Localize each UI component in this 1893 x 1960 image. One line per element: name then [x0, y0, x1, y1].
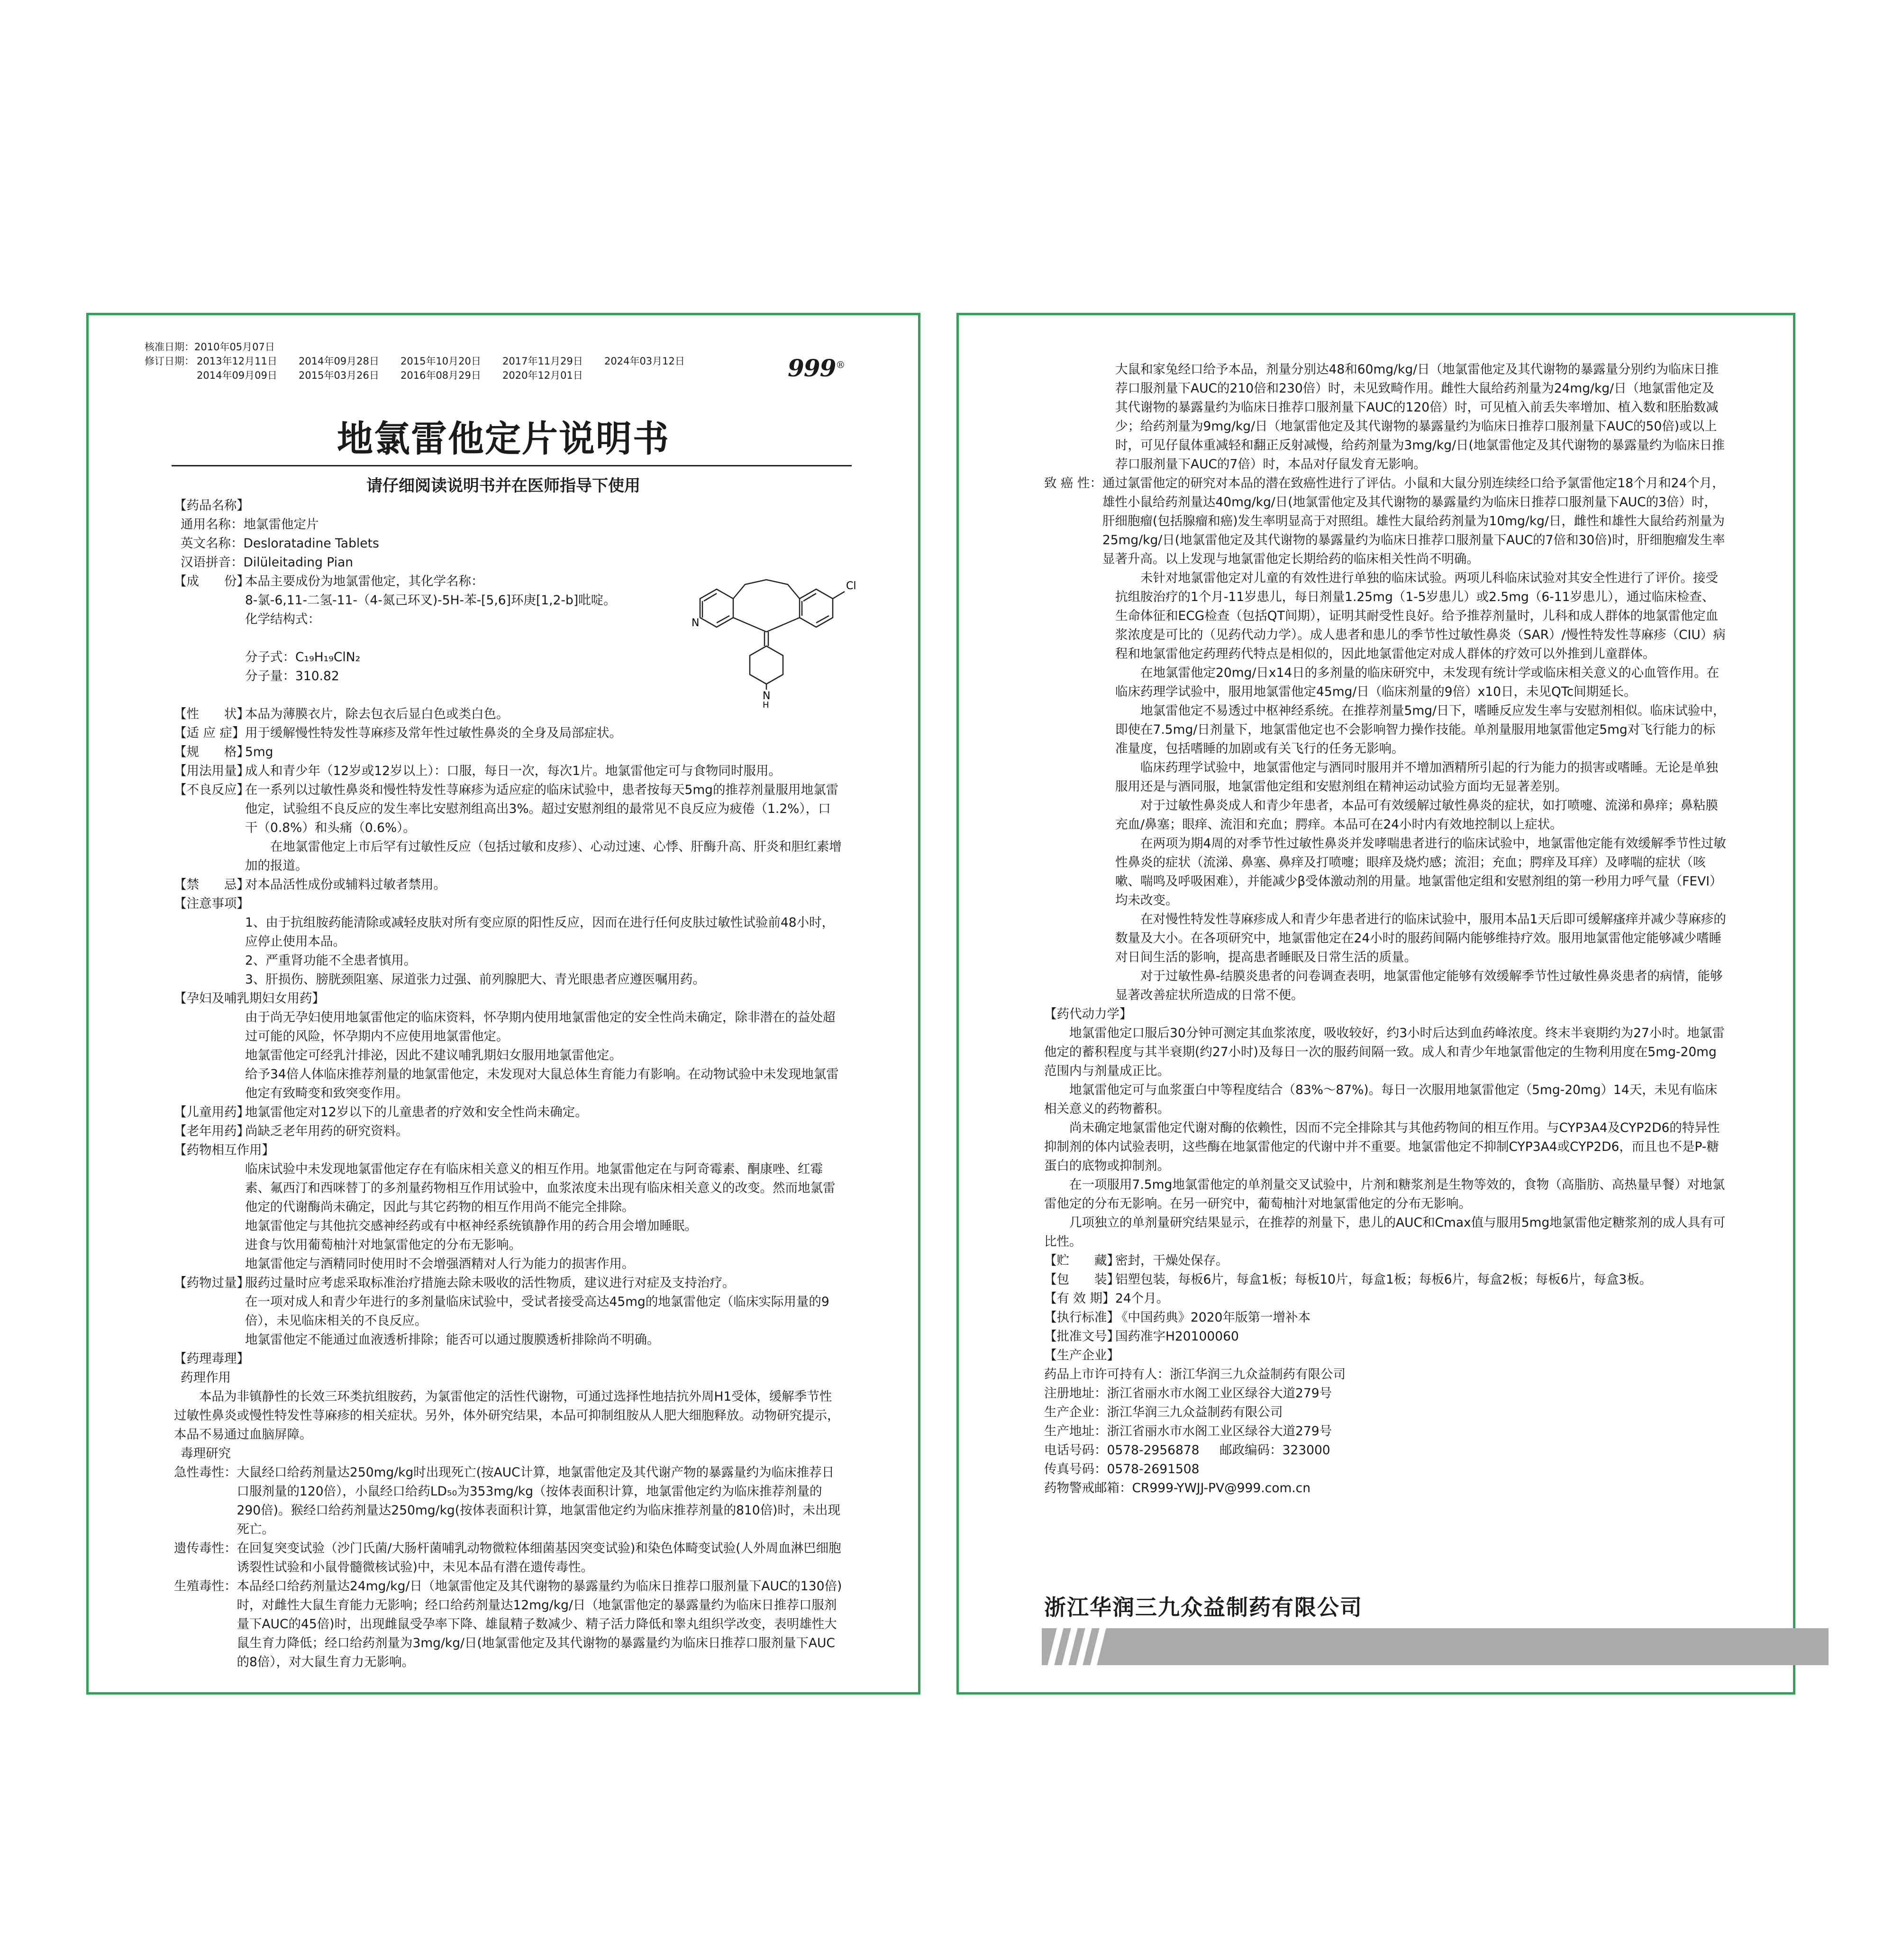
paragraph: 大鼠和家兔经口给予本品，剂量分别达48和60mg/kg/日（地氯雷他定及其代谢物的暴露量分别约为临床日推荐口服剂量下AUC的210倍和230倍）时，未见致畸作用。雌性大鼠给药剂量为24mg/kg/日（地氯雷他定及其代谢物的暴露量约为临床日推荐口服剂量下AUC的120倍）时，可见植入前丢失率增加、植入数和胚胎数减少；给药剂量为9mg/kg/日（地氯雷他定及其代谢物的暴露量约为临床日推荐口服剂量下AUC的50倍)或以上时，可见仔鼠体重减轻和翻正反射减慢，给药剂量为3mg/kg/日(地氯雷他定及其代谢物的暴露量约为临床日推荐口服剂量下AUC的7倍）时，本品对仔鼠发育无影响。 — [1115, 362, 1725, 472]
sub-header: 药理作用 — [181, 1370, 231, 1385]
field-key: 【儿童用药】 — [174, 1105, 249, 1120]
molecular-formula: 分子式：C₁₉H₁₉ClN₂ — [245, 650, 361, 665]
postcode: 邮政编码：323000 — [1220, 1443, 1330, 1458]
composition-line: 本品主要成份为地氯雷他定，其化学名称： — [245, 574, 484, 589]
paragraph: 在对慢性特发性荨麻疹成人和青少年患者进行的临床试验中，服用本品1天后即可缓解瘙痒并减少荨麻疹的数量及大小。在各项研究中，地氯雷他定在24小时的服药间隔内能够维持疗效。服用地氯雷他定能够减少嗜睡对日间生活的影响，提高患者睡眠及日常生活的质量。 — [1115, 912, 1726, 965]
field-value: 用于缓解慢性特发性荨麻疹及常年性过敏性鼻炎的全身及局部症状。 — [245, 726, 622, 740]
clinical-text — [1044, 569, 1727, 1005]
paragraph: 地氯雷他定不能通过血液透析排除；能否可以通过腹膜透析排除尚不明确。 — [245, 1332, 660, 1347]
field-key: 【包 装】 — [1044, 1272, 1119, 1287]
manufacturer-line: 生产企业：浙江华润三九众益制药有限公司 — [1044, 1405, 1283, 1420]
field-value: 国药准字H20100060 — [1115, 1329, 1239, 1344]
chemical-structure — [681, 565, 861, 708]
paragraph: 在地氯雷他定上市后罕有过敏性反应（包括过敏和皮疹）、心动过速、心悸、肝酶升高、肝炎和胆红素增加的报道。 — [245, 839, 842, 873]
field-value: 通过氯雷他定的研究对本品的潜在致癌性进行了评估。小鼠和大鼠分别连续经口给予氯雷他定18个月和24个月，雄性小鼠给药剂量达40mg/kg/日(地氯雷他定及其代谢物的暴露量约为临床日推荐口服剂量下AUC的3倍）时，肝细胞瘤(包括腺瘤和癌)发生率明显高于对照组。雄性大鼠给药剂量为10mg/kg/日，雌性和雄性大鼠给药剂量为25mg/kg/日(地氯雷他定及其代谢物的暴露量约为临床日推荐口服剂量下AUC的7倍和30倍)时，肝细胞瘤发生率显著升高。以上发现与地氯雷他定长期给药的临床相关性尚不明确。 — [1102, 476, 1725, 566]
pregnancy-text — [174, 1008, 842, 1103]
paragraph: 地氯雷他定可经乳汁排泌，因此不建议哺乳期妇女服用地氯雷他定。 — [245, 1048, 622, 1063]
contact-row — [1044, 1441, 1727, 1460]
field-key: 【老年用药】 — [174, 1124, 249, 1139]
field-key: 【规 格】 — [174, 745, 249, 759]
tox-row — [174, 1539, 842, 1577]
paragraph: 在一系列以过敏性鼻炎和慢性特发性荨麻疹为适应症的临床试验中，患者按每天5mg的推荐剂量服用地氯雷他定，试验组不良反应的发生率比安慰剂组高出3%。超过安慰剂组的最常见不良反应为疲倦（1.2%），口干（0.8%）和头痛（0.6%）。 — [245, 783, 838, 835]
left-page — [86, 313, 920, 1695]
band-stripe — [1090, 1628, 1106, 1665]
field-key: 【适 应 症】 — [174, 726, 245, 740]
carcino-row — [1044, 474, 1727, 569]
section-header: 【药品名称】 — [174, 498, 249, 513]
field-row — [1044, 1327, 1727, 1346]
revision-date: 2014年09月28日 — [299, 356, 379, 367]
section-header: 【药理毒理】 — [174, 1351, 249, 1366]
right-content — [1044, 360, 1727, 1498]
revision-date: 2014年09月09日 — [197, 370, 277, 381]
field-key: 【禁 忌】 — [174, 877, 249, 892]
phone-number: 电话号码：0578-2956878 — [1044, 1443, 1200, 1458]
paragraph: 在地氯雷他定20mg/日x14日的多剂量的临床研究中，未发现有统计学或临床相关意义的心血管作用。在临床药理学试验中，服用地氯雷他定45mg/日（临床剂量的9倍）x10日，未见QTc间期延长。 — [1115, 665, 1720, 699]
atom-label: Cl — [846, 580, 856, 592]
section-header: 【生产企业】 — [1044, 1348, 1119, 1363]
field-key: 【执行标准】 — [1044, 1310, 1119, 1325]
brand-logo — [788, 354, 845, 382]
field-key: 急性毒性： — [174, 1465, 237, 1480]
decorative-band — [1042, 1628, 1829, 1665]
field-row — [174, 1122, 842, 1141]
right-page — [956, 313, 1795, 1695]
paragraph: 临床试验中未发现地氯雷他定存在有临床相关意义的相互作用。地氯雷他定在与阿奇霉素、酮康唑、红霉素、氟西汀和西咪替丁的多剂量药物相互作用试验中，血浆浓度未出现有临床相关意义的改变。然而地氯雷他定的代谢酶尚未确定，因此与其它药物的相互作用尚不能完全排除。 — [245, 1162, 836, 1214]
field-row — [174, 875, 842, 894]
revision-date: 2016年08月29日 — [400, 370, 481, 381]
field-key: 【用法用量】 — [174, 764, 249, 778]
field-row — [174, 1103, 842, 1122]
revision-date: 2020年12月01日 — [502, 370, 583, 381]
field-value: 铝塑包装，每板6片，每盒1板；每板10片，每盒1板；每板6片，每盒2板；每板6片，每盒3板。 — [1115, 1272, 1652, 1287]
tox-row — [174, 1463, 842, 1539]
paragraph: 未针对地氯雷他定对儿童的有效性进行单独的临床试验。两项儿科临床试验对其安全性进行了评价。接受抗组胺治疗的1个月-11岁患儿，每日剂量1.25mg（1-5岁患儿）或2.5mg（6-11岁患儿），通过临床检查、生命体征和ECG检查（包括QT间期），证明其耐受性良好。给予推荐剂量时，儿科和成人群体的地氯雷他定血浆浓度是可比的（见药代动力学）。成人患者和患儿的季节性过敏性鼻炎（SAR）/慢性特发性荨麻疹（CIU）病程和地氯雷他定药理药代特点是相似的，因此地氯雷他定对成人群体的疗效可以外推到儿童群体。 — [1115, 571, 1726, 661]
field-key: 【贮 藏】 — [1044, 1253, 1119, 1268]
section-header: 【注意事项】 — [174, 896, 249, 911]
paragraph: 在一项服用7.5mg地氯雷他定的单剂量交叉试验中，片剂和糖浆剂是生物等效的，食物（高脂肪、高热量早餐）对地氯雷他定的分布无影响。在另一研究中，葡萄柚汁对地氯雷他定的分布无影响。 — [1044, 1177, 1725, 1211]
field-row — [174, 724, 842, 743]
english-name: 英文名称：Desloratadine Tablets — [181, 536, 379, 551]
field-key: 遗传毒性： — [174, 1541, 237, 1556]
field-value: 《中国药典》2020年版第一增补本 — [1115, 1310, 1311, 1325]
paragraph: 在两项为期4周的对季节性过敏性鼻炎并发哮喘患者进行的临床试验中，地氯雷他定能有效缓解季节性过敏性鼻炎的症状（流涕、鼻塞、鼻痒及打喷嚏；眼痒及烧灼感；流泪；充血；腭痒及耳痒）及哮喘的症状（咳嗽、喘鸣及呼吸困难），并能减少β受体激动剂的用量。地氯雷他定组和安慰剂组的第一秒用力呼气量（FEVI）均未改变。 — [1115, 836, 1726, 908]
manufacturer-line: 注册地址：浙江省丽水市水阁工业区绿谷大道279号 — [1044, 1386, 1332, 1401]
field-key: 【批准文号】 — [1044, 1329, 1119, 1344]
manufacturer-line: 生产地址：浙江省丽水市水阁工业区绿谷大道279号 — [1044, 1424, 1332, 1439]
field-value: 密封，干燥处保存。 — [1115, 1253, 1229, 1268]
field-value: 本品为薄膜衣片，除去包衣后显白色或类白色。 — [245, 707, 509, 721]
approval-label: 核准日期： — [145, 341, 194, 353]
list-item: 3、肝损伤、膀胱颈阻塞、尿道张力过强、前列腺肥大、青光眼患者应遵医嘱用药。 — [245, 972, 705, 987]
revision-dates — [145, 354, 685, 381]
revision-date: 2015年10月20日 — [400, 356, 481, 367]
composition-text — [245, 572, 681, 686]
title-divider — [172, 465, 852, 466]
paragraph: 在一项对成人和青少年进行的多剂量临床试验中，受试者接受高达45mg的地氯雷他定（临床实际用量的9倍），未见临床相关的不良反应。 — [245, 1295, 829, 1328]
paragraph: 对于过敏性鼻-结膜炎患者的问卷调查表明，地氯雷他定能够有效缓解季节性过敏性鼻炎患者的病情，能够显著改善症状所造成的日常不便。 — [1115, 969, 1723, 1003]
field-row — [174, 743, 842, 762]
paragraph: 本品为非镇静性的长效三环类抗组胺药，为氯雷他定的活性代谢物，可通过选择性地拮抗外周H1受体，缓解季节性过敏性鼻炎或慢性特发性荨麻疹的相关症状。另外，体外研究结果，本品可抑制组胺从人肥大细胞释放。动物研究提示，本品不易通过血脑屏障。 — [174, 1389, 840, 1442]
composition-line: 8-氯-6,11-二氢-11-（4-氮己环叉)-5H-苯-[5,6]环庚[1,2-b]吡啶。 — [245, 593, 616, 608]
manufacturer-line: 药品上市许可持有人：浙江华润三九众益制药有限公司 — [1044, 1367, 1346, 1382]
list-item: 1、由于抗组胺药能清除或减轻皮肤对所有变应原的阳性反应，因而在进行任何皮肤过敏性试验前48小时，应停止使用本品。 — [245, 915, 835, 949]
field-key: 【不良反应】 — [174, 783, 249, 797]
atom-label: H — [763, 700, 769, 708]
revision-date: 2024年03月12日 — [604, 356, 685, 367]
paragraph: 由于尚无孕妇使用地氯雷他定的临床资料，怀孕期内使用地氯雷他定的安全性尚未确定，除非潜在的益处超过可能的风险，怀孕期内不应使用地氯雷他定。 — [245, 1010, 836, 1044]
molecular-weight: 分子量：310.82 — [245, 669, 339, 684]
composition-line: 化学结构式： — [245, 612, 320, 627]
atom-label: N — [692, 617, 700, 629]
field-value: 在回复突变试验（沙门氏菌/大肠杆菌哺乳动物微粒体细菌基因突变试验)和染色体畸变试验(人外周血淋巴细胞诱裂性试验和小鼠骨髓微核试验)中，未见本品有潜在遗传毒性。 — [237, 1541, 841, 1575]
registered-mark: ® — [836, 359, 845, 371]
field-row — [1044, 1289, 1727, 1308]
band-stripe — [1076, 1628, 1092, 1665]
adverse-section — [174, 781, 842, 875]
generic-name: 通用名称：地氯雷他定片 — [181, 517, 319, 532]
field-key: 致 癌 性： — [1044, 476, 1102, 491]
paragraph: 进食与饮用葡萄柚汁对地氯雷他定的分布无影响。 — [245, 1238, 521, 1252]
paragraph: 地氯雷他定与酒精同时使用时不会增强酒精对人行为能力的损害作用。 — [245, 1257, 635, 1271]
field-value: 大鼠经口给药剂量达250mg/kg时出现死亡(按AUC计算，地氯雷他定及其代谢产物的暴露量约为临床推荐日口服剂量的120倍），小鼠经口给药LD₅₀为353mg/kg（按体表面积计算，地氯雷他定约为临床推荐剂量的290倍)。猴经口给药剂量达250mg/kg(按体表面积计算，地氯雷他定约为临床推荐剂量的810倍)时，未出现死亡。 — [237, 1465, 840, 1537]
paragraph: 几项独立的单剂量研究结果显示，在推荐的剂量下，患儿的AUC和Cmax值与服用5mg地氯雷他定糖浆剂的成人具有可比性。 — [1044, 1215, 1726, 1249]
tox-row — [174, 1577, 842, 1672]
paragraph: 临床药理学试验中，地氯雷他定与酒同时服用并不增加酒精所引起的行为能力的损害或嗜睡。无论是单独服用还是与酒同服，地氯雷他定组和安慰剂组在精神运动试验方面均无显著差别。 — [1115, 760, 1718, 794]
field-key: 【有 效 期】 — [1044, 1291, 1115, 1306]
field-key: 【性 状】 — [174, 707, 249, 721]
band-stripe — [1047, 1628, 1063, 1665]
field-row — [1044, 1308, 1727, 1327]
section-header: 【药物相互作用】 — [174, 1143, 274, 1158]
caution-list — [174, 913, 842, 989]
overdose-section — [174, 1274, 842, 1349]
section-header: 【药代动力学】 — [1044, 1007, 1132, 1021]
field-value: 对本品活性成份或辅料过敏者禁用。 — [245, 877, 446, 892]
paragraph: 对于过敏性鼻炎成人和青少年患者，本品可有效缓解过敏性鼻炎的症状，如打喷嚏、流涕和鼻痒；鼻粘膜充血/鼻塞；眼痒、流泪和充血；腭痒。本品可在24小时内有效地控制以上症状。 — [1115, 798, 1718, 832]
composition-section — [174, 572, 856, 708]
fax-number: 传真号码：0578-2691508 — [1044, 1462, 1200, 1477]
field-value: 地氯雷他定对12岁以下的儿童患者的疗效和安全性尚未确定。 — [245, 1105, 588, 1120]
list-item: 2、严重肾功能不全患者慎用。 — [245, 953, 417, 968]
approval-date: 2010年05月07日 — [194, 341, 275, 353]
atom-label: N — [763, 690, 771, 702]
revision-date: 2015年03月26日 — [299, 370, 379, 381]
band-stripe — [1062, 1628, 1077, 1665]
paragraph: 地氯雷他定与其他抗交感神经药或有中枢神经系统镇静作用的药合用会增加睡眠。 — [245, 1219, 697, 1233]
field-key: 生殖毒性： — [174, 1579, 237, 1594]
revision-date: 2017年11月29日 — [502, 356, 583, 367]
paragraph: 地氯雷他定不易透过中枢神经系统。在推荐剂量5mg/日下，嗜睡反应发生率与安慰剂相似。临床试验中，即使在7.5mg/日剂量下，地氯雷他定也不会影响智力操作技能。单剂量服用地氯雷他定5mg对飞行能力的标准量度，包括嗜睡的加剧或有关飞行的任务无影响。 — [1115, 703, 1726, 756]
section-header: 【孕妇及哺乳期妇女用药】 — [174, 991, 325, 1006]
field-row — [174, 705, 842, 724]
revision-label: 修订日期： — [145, 356, 194, 367]
date-block — [145, 340, 275, 354]
paragraph: 服药过量时应考虑采取标准治疗措施去除未吸收的活性物质，建议进行对症及支持治疗。 — [245, 1276, 735, 1290]
paragraph: 地氯雷他定口服后30分钟可测定其血浆浓度，吸收较好，约3小时后达到血药峰浓度。终末半衰期约为27小时。地氯雷他定的蓄积程度与其半衰期(约27小时)及每日一次的服药间隔一致。成人和青少年地氯雷他定的生物利用度在5mg-20mg范围内与剂量成正比。 — [1044, 1026, 1725, 1078]
revision-date: 2013年12月11日 — [197, 356, 277, 367]
page-title: 地氯雷他定片说明书 — [337, 418, 670, 460]
field-value: 尚缺乏老年用药的研究资料。 — [245, 1124, 409, 1139]
interactions-text — [174, 1160, 842, 1274]
company-name: 浙江华润三九众益制药有限公司 — [1044, 1595, 1363, 1620]
pinyin-name: 汉语拼音：Dilüleitading Pian — [181, 555, 354, 570]
field-row — [1044, 1251, 1727, 1270]
field-key: 【成 份】 — [174, 574, 249, 589]
paragraph: 尚未确定地氯雷他定代谢对酶的依赖性，因而不完全排除其与其他药物间的相互作用。与CYP3A4及CYP2D6的特异性抑制剂的体内试验表明，这些酶在地氯雷他定的代谢中并不重要。地氯雷他定不抑制CYP3A4或CYP2D6，而且也不是P-糖蛋白的底物或抑制剂。 — [1044, 1121, 1720, 1173]
sub-header: 毒理研究 — [181, 1446, 231, 1461]
paragraph: 给予34倍人体临床推荐剂量的地氯雷他定，未发现对大鼠总体生育能力有影响。在动物试验中未发现地氯雷他定有致畸变和致突变作用。 — [245, 1067, 839, 1101]
field-value: 5mg — [245, 745, 273, 759]
paragraph: 地氯雷他定可与血浆蛋白中等程度结合（83%～87%)。每日一次服用地氯雷他定（5mg-20mg）14天，未见有临床相关意义的药物蓄积。 — [1044, 1083, 1718, 1116]
field-value: 成人和青少年（12岁或12岁以上）：口服，每日一次，每次1片。地氯雷他定可与食物同时服用。 — [245, 764, 782, 778]
field-value: 24个月。 — [1115, 1291, 1169, 1306]
page-subtitle: 请仔细阅读说明书并在医师指导下使用 — [366, 476, 640, 495]
brand-logo-text: 999 — [788, 354, 836, 382]
field-row — [1044, 1270, 1727, 1289]
field-value: 本品经口给药剂量达24mg/kg/日（地氯雷他定及其代谢物的暴露量约为临床日推荐口服剂量下AUC的130倍)时，对雌性大鼠生育能力无影响；经口给药剂量达12mg/kg/日（地氯雷他定的暴露量约为临床日推荐口服剂量下AUC的45倍)时，出现雌鼠受孕率下降、雄鼠精子数减少、精子活力降低和睾丸组织学改变，表明雄性大鼠生育力降低；经口给药剂量为3mg/kg/日(地氯雷他定及其代谢物的暴露量约为临床日推荐口服剂量下AUC的8倍），对大鼠生育力无影响。 — [237, 1579, 842, 1669]
left-content — [174, 496, 856, 1672]
field-key: 【药物过量】 — [174, 1276, 249, 1290]
pv-email[interactable]: 药物警戒邮箱：CR999-YWJJ-PV@999.com.cn — [1044, 1481, 1311, 1495]
field-row — [174, 762, 842, 781]
